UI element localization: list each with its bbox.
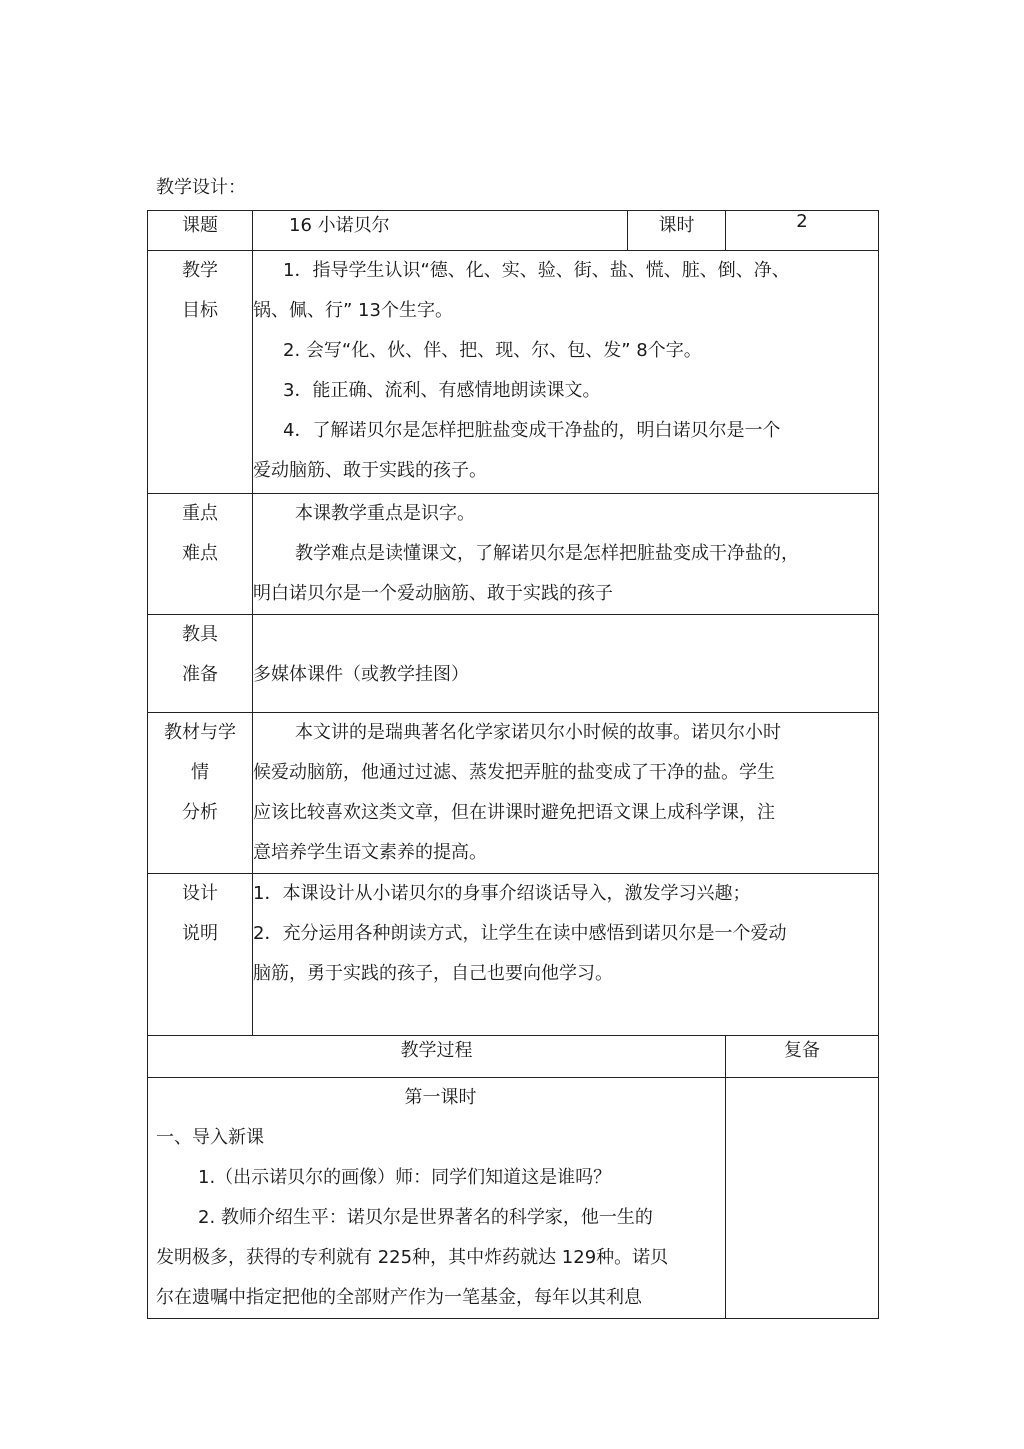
design-row xyxy=(148,874,879,1036)
analysis-label: 教材与学 情 分析 xyxy=(148,713,253,874)
document-heading: 教学设计： xyxy=(156,177,246,198)
review-content xyxy=(726,1078,879,1319)
tools-row xyxy=(148,615,879,713)
analysis-row xyxy=(148,713,879,874)
objectives-label: 教学 目标 xyxy=(148,251,253,494)
process-header: 教学过程 xyxy=(148,1036,726,1078)
analysis-content: 本文讲的是瑞典著名化学家诺贝尔小时候的故事。诺贝尔小时 候爱动脑筋，他通过过滤、蒸发把弄脏的盐变成了干净的盐。学生 应该比较喜欢这类文章，但在讲课时避免把语文课上成科学课，注 意培养学生语文素养的提高。 xyxy=(253,713,879,874)
tools-label: 教具 准备 xyxy=(148,615,253,713)
title-value: 16 小诺贝尔 xyxy=(253,211,628,251)
process-row xyxy=(148,1078,879,1319)
hours-value: 2 xyxy=(726,211,879,251)
process-content: 第一课时 一、导入新课 1.（出示诺贝尔的画像）师：同学们知道这是谁吗？ 2. 教师介绍生平：诺贝尔是世界著名的科学家，他一生的 发明极多，获得的专利就有 225种，其中炸药就达 129种。诺贝 尔在遗嘱中指定把他的全部财产作为一笔基金，每年以其利息 xyxy=(148,1078,726,1319)
objectives-row xyxy=(148,251,879,494)
key-points-content: 本课教学重点是识字。 教学难点是读懂课文，了解诺贝尔是怎样把脏盐变成干净盐的， 明白诺贝尔是一个爱动脑筋、敢于实践的孩子 xyxy=(253,494,879,615)
tools-content: 多媒体课件（或教学挂图） xyxy=(253,615,879,713)
session-title: 第一课时 xyxy=(404,1087,477,1108)
design-content: 1．本课设计从小诺贝尔的身事介绍谈话导入，激发学习兴趣； 2．充分运用各种朗读方式，让学生在读中感悟到诺贝尔是一个爱动 脑筋，勇于实践的孩子，自己也要向他学习。 xyxy=(253,874,879,1036)
key-points-label: 重点 难点 xyxy=(148,494,253,615)
design-label: 设计 说明 xyxy=(148,874,253,1036)
objectives-content: 1．指导学生认识“德、化、实、验、街、盐、慌、脏、倒、净、 锅、佩、行” 13个生字。 2. 会写“化、伙、伴、把、现、尔、包、发” 8个字。 3．能正确、流利、有感情地朗读课文。 4．了解诺贝尔是怎样把脏盐变成干净盐的，明白诺贝尔是一个 爱动脑筋、敢于实践的孩子。 xyxy=(253,251,879,494)
key-points-row xyxy=(148,494,879,615)
review-header: 复备 xyxy=(726,1036,879,1078)
lesson-plan-table xyxy=(147,210,879,1319)
process-header-row xyxy=(148,1036,879,1078)
title-row xyxy=(148,211,879,251)
hours-label: 课时 xyxy=(628,211,726,251)
title-label: 课题 xyxy=(148,211,253,251)
